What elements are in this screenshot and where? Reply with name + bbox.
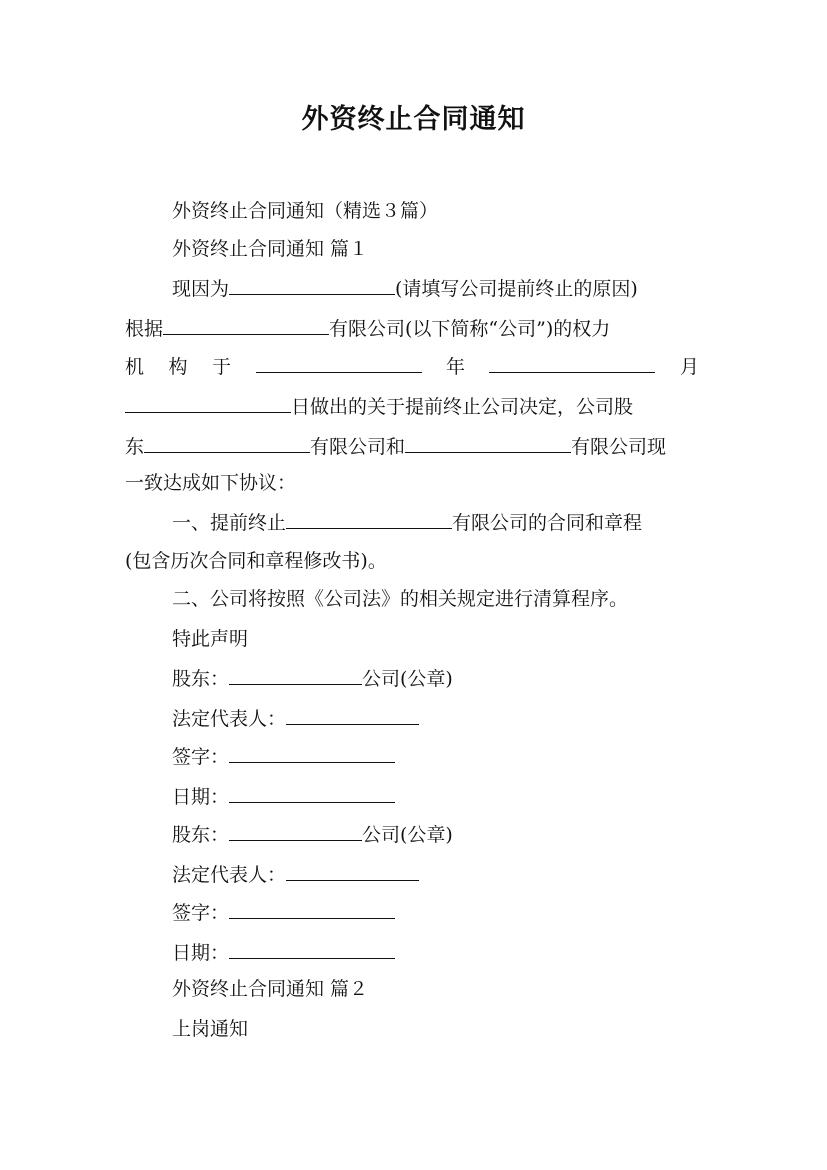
p1-text-g: 东	[125, 436, 145, 458]
year-blank	[489, 350, 655, 373]
reason-blank	[229, 272, 395, 295]
sign1-signature-label: 签字：	[172, 746, 230, 768]
item1-text-b: 有限公司的合同和章程	[452, 512, 643, 534]
sign2-company-suffix: 公司(公章)	[362, 824, 453, 846]
declare: 特此声明	[172, 628, 249, 650]
sign2-date-label: 日期：	[172, 942, 230, 964]
sign2-legal-rep-label: 法定代表人：	[172, 864, 287, 886]
sign2-shareholder-label: 股东：	[172, 824, 230, 846]
sign2-signature-label: 签字：	[172, 902, 230, 924]
p1-text-d: 有限公司(以下简称“公司”)的权力	[329, 318, 611, 340]
sign2-legal-rep	[172, 858, 419, 890]
item2: 二、公司将按照《公司法》的相关规定进行清算程序。	[172, 588, 629, 610]
sign2-shareholder	[172, 818, 453, 850]
p1-text-a: 现因为	[172, 278, 230, 300]
p1-text-e1: 机	[125, 356, 145, 378]
part2-first-line: 上岗通知	[172, 1018, 249, 1040]
document-subtitle: 外资终止合同通知（精选３篇）	[172, 200, 439, 222]
sign1-legal-rep-blank	[286, 702, 419, 725]
authority-blank	[256, 350, 422, 373]
sign2-date	[172, 936, 395, 968]
company-name-blank	[163, 312, 329, 335]
p1-line2	[125, 312, 610, 344]
sign2-signature-blank	[229, 896, 395, 919]
p1-line6: 一致达成如下协议：	[125, 472, 297, 494]
p1-text-b: (请填写公司提前终止的原因)	[395, 278, 638, 300]
sign2-signature	[172, 896, 395, 928]
sign1-shareholder-label: 股东：	[172, 668, 230, 690]
sign1-date-blank	[229, 780, 395, 803]
month-blank	[125, 390, 291, 413]
p1-line3	[125, 350, 699, 382]
p1-text-e5: 月	[679, 356, 699, 378]
p1-text-f: 日做出的关于提前终止公司决定，公司股	[291, 396, 634, 418]
p1-text-h: 有限公司和	[310, 436, 406, 458]
part1-heading: 外资终止合同通知 篇１	[172, 238, 369, 260]
sign1-date-label: 日期：	[172, 786, 230, 808]
sign1-legal-rep-label: 法定代表人：	[172, 708, 287, 730]
sign1-legal-rep	[172, 702, 419, 734]
document-title: 外资终止合同通知	[301, 104, 526, 135]
p1-line1	[172, 272, 638, 304]
shareholder2-blank	[405, 430, 571, 453]
sign1-signature	[172, 740, 395, 772]
item1-line1	[172, 506, 642, 538]
terminated-company-blank	[286, 506, 452, 529]
part2-heading: 外资终止合同通知 篇２	[172, 978, 369, 1000]
shareholder1-blank	[144, 430, 310, 453]
p1-line5	[125, 430, 666, 462]
p1-text-e4: 年	[445, 356, 465, 378]
p1-text-i: 有限公司现	[571, 436, 667, 458]
p1-text-c: 根据	[125, 318, 164, 340]
sign1-signature-blank	[229, 740, 395, 763]
p1-line4	[125, 390, 633, 422]
sign1-date	[172, 780, 395, 812]
p1-text-e3: 于	[212, 356, 232, 378]
sign1-company-blank	[229, 662, 362, 685]
sign2-company-blank	[229, 818, 362, 841]
sign1-company-suffix: 公司(公章)	[362, 668, 453, 690]
sign2-date-blank	[229, 936, 395, 959]
item1-line2: (包含历次合同和章程修改书)。	[125, 550, 387, 572]
sign2-legal-rep-blank	[286, 858, 419, 881]
p1-text-e2: 构	[168, 356, 188, 378]
sign1-shareholder	[172, 662, 453, 694]
item1-text-a: 一、提前终止	[172, 512, 287, 534]
